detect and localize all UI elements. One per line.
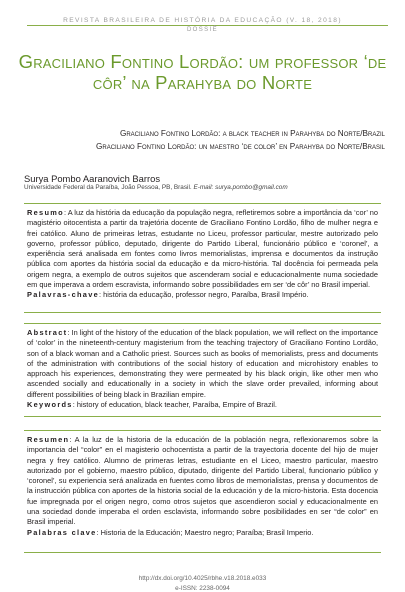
issn-text: e-ISSN: 2238-0094 (175, 585, 230, 592)
author-affiliation (24, 184, 288, 191)
affiliation-text: Universidade Federal da Paraíba, João Pessoa, PB, Brasil. (24, 184, 192, 191)
abstract-portuguese (24, 203, 381, 313)
abstract-es-label: Resumen (27, 435, 70, 444)
abstract-pt-label: Resumo (27, 208, 64, 217)
journal-header: REVISTA BRASILEIRA DE HISTÓRIA DA EDUCAÇÃO (V. 18, 2018) (63, 17, 342, 24)
header-rule (27, 25, 388, 26)
abstract-english (24, 323, 381, 417)
article-title: Graciliano Fontino Lordão: um professor ‘de côr’ na Parahyba do Norte (18, 51, 387, 93)
keywords-pt (27, 290, 378, 300)
email-label: E-mail: (193, 184, 214, 191)
keywords-es-text: : Historia de la Educación; Maestro negro; Paraíba; Brasil Imperio. (96, 527, 314, 537)
title-spanish: Graciliano Fontino Lordão: un maestro ‘de color’ en Parahyba do Norte/Brasil (96, 142, 385, 151)
abstract-pt-paragraph (27, 208, 378, 290)
keywords-en (27, 400, 378, 410)
abstract-es-text: : A la luz de la historia de la educación de la población negra, reflexionaremos sobre la importancia del “color” en el magisterio ochocentista a partir de la trayectoria docente del hijo de mujer negra y frey católico. Alumno de primeras letras, estudiante en el Liceo, maestro particular, maestro autorizado por el gobierno, maestro público, diputado, dirigente del Partido Liberal, funcionario público y ‘coronel’, su experiencia será analizada en fuentes como libros de memorialistas, prensa y documentos de la instrucción pública con aportes de la historia social de la educación y de la micro-historia. Esta docencia fue impregnada por el origen negro, como otros sujetos que ascendieron social y educacionalmente en una sociedad donde imperaba el orden esclavista, informando sobre posibilidades en ser “de color” en Brasil imperial. (27, 435, 378, 527)
section-label: DOSSIÊ (186, 27, 219, 33)
abstract-en-paragraph (27, 328, 378, 400)
keywords-pt-label: Palavras-chave (27, 290, 100, 300)
keywords-es-label: Palabras clave (27, 527, 97, 537)
author-name: Surya Pombo Aaranovich Barros (24, 173, 161, 184)
abstract-en-text: : In light of the history of the education of the black population, we will reflect on the importance of ‘color’ in the nineteenth-century magisterium from the teaching trajectory of Graciliano Fontino Lordão, son of a black woman and a Catholic priest. Sources such as books of memorialists, press and documents of the administration with contributions of the social history of education and microhistory enables to approach his experiences, demonstrating they were permeated by his black origin, like other men who ascended socially and educationally in a society in which the slave order prevailed, informing about different possibilities of being black in Brazilian empire. (27, 328, 378, 399)
keywords-en-label: Keywords (27, 400, 73, 410)
keywords-pt-text: : história da educação, professor negro, Paraíba, Brasil Império. (99, 290, 309, 300)
abstract-en-label: Abstract (27, 328, 68, 337)
abstract-pt-text: : A luz da história da educação da população negra, refletiremos sobre a importância da ‘cor’ no magistério oitocentista a partir da trajetória docente de Graciliano Fontino Lordão, filho de mulher negra e frei católico. Aluno de primeiras letras, estudante no Liceu, professor particular, mestre autorizado pelo governo, professor público, deputado, dirigente do Partido Liberal, funcionário público e ‘coronel’, a experiência será analisada em fontes como livros memorialistas, imprensa e documentos da instrução pública com aportes da história social da educação e da micro-história. Tal docência foi permeada pela origem negra, a exemplo de outros sujeitos que ascenderam social e educacionalmente numa sociedade em que imperava a ordem escravista, informando sobre possibilidades em ser ‘de côr’ no Brasil imperial. (27, 208, 378, 290)
title-english: Graciliano Fontino Lordão: a black teacher in Parahyba do Norte/Brazil (119, 129, 385, 138)
keywords-es (27, 528, 378, 538)
abstract-es-paragraph (27, 435, 378, 528)
author-email: surya.pombo@gmail.com (215, 184, 288, 191)
abstract-spanish (24, 430, 381, 553)
doi-link[interactable]: http://dx.doi.org/10.4025/rbhe.v18.2018.e033 (138, 575, 267, 582)
keywords-en-text: : history of education, black teacher, Paraíba, Empire of Brazil. (72, 400, 277, 410)
